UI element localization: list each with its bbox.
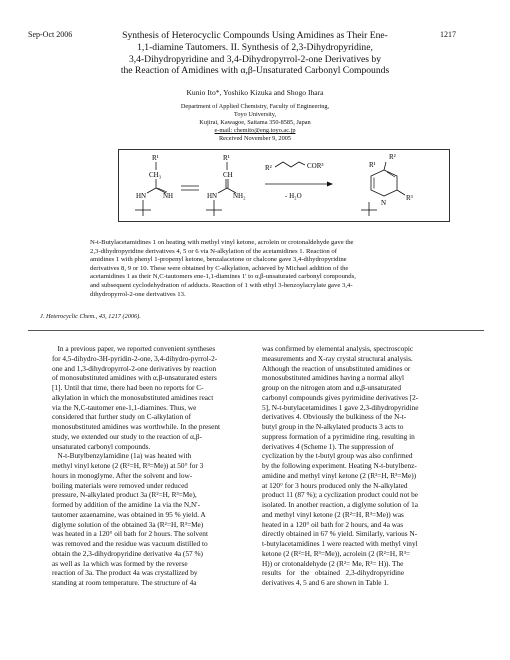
- body-line: pressure, N-alkylated product 3a (R²=H, R³=Me),: [52, 490, 197, 500]
- scheme-label-cor3: COR³: [307, 162, 324, 170]
- scheme-label-nh2: NH₂: [233, 192, 246, 200]
- body-line: alkylation in which the monosubstituted amidines react: [52, 392, 214, 402]
- body-line: isolated. In another reaction, a diglyme solution of 1a: [262, 500, 419, 509]
- body-line: via the N,C-tautomer ene-1,1-diamines. Thus, we: [52, 402, 197, 412]
- page-number: 1217: [440, 30, 456, 39]
- email-line: e-mail: chemito@eng.toyo.ac.jp: [214, 127, 296, 134]
- body-line: directly obtained in 67 % yield. Similarly, various N-: [262, 529, 418, 539]
- affiliation-line: Kujirai, Kawagoe, Saitama 350-8585, Japan: [199, 119, 311, 126]
- body-line: for 4,5-dihydro-3H-pyridin-2-one, 3,4-dihydro-pyrrol-2-: [52, 353, 218, 363]
- body-line: butyl group in the N-alkylated products 3 acts to: [262, 422, 404, 431]
- body-line: measurements and X-ray crystal structural analysis.: [262, 353, 413, 363]
- body-line: product 11 (87 %); a cyclization product could not be: [262, 490, 418, 500]
- body-line: heated in a 120° oil bath for 2 hours, and 4a was: [262, 519, 404, 529]
- body-line: as well as 1a which was formed by the reverse: [52, 558, 188, 568]
- body-line: results for the obtained 2,3-dihydropyridine: [262, 568, 405, 578]
- enediamine-structure: [206, 154, 246, 216]
- scheme-label-r2: R²: [265, 164, 272, 172]
- received-date: Received November 9, 2005: [218, 135, 292, 142]
- body-line: formed by addition of the amidine 1a via the N,N'-: [52, 500, 201, 509]
- body-line: derivatives 4, 5 and 6 are shown in Table 1.: [262, 578, 389, 587]
- body-line: considered that further study on C-alkylation of: [52, 412, 192, 422]
- scheme-label-water: - H₂O: [285, 192, 302, 200]
- scheme-label-ch3: CH₃: [149, 171, 162, 179]
- title-line: the Reaction of Amidines with α,β-Unsaturated Carbonyl Compounds: [120, 65, 390, 77]
- title-line: 3,4-Dihydropyridine and 3,4-Dihydropyrrol-2-one Derivatives by: [128, 53, 382, 65]
- body-line: unsaturated carbonyl compounds.: [52, 441, 151, 451]
- reaction-scheme: [118, 149, 450, 222]
- scheme-label-n: N: [381, 199, 387, 207]
- issue-date: Sep-Oct 2006: [28, 30, 73, 39]
- body-line: one and 1,3-dihydropyrrol-2-one derivatives by reaction: [52, 363, 217, 373]
- dihydropyridine-product: [361, 153, 413, 216]
- scheme-label-r2-product: R²: [389, 153, 396, 161]
- body-line: of monosubstituted amidines with α,β-unsaturated esters: [52, 373, 217, 383]
- abstract: [90, 239, 450, 299]
- scheme-drawing: [119, 150, 449, 221]
- body-line: suppress formation of a pyrimidine ring, resulting in: [262, 431, 415, 441]
- body-line: carbonyl compounds gives pyrimidine derivatives [2-: [262, 392, 419, 402]
- body-line: cyclization by the t-butyl group was also confirmed: [262, 451, 413, 461]
- scheme-label-ch: CH: [223, 171, 233, 179]
- body-line: 5], N-t-butylacetamidines 1 gave 2,3-dihydropyridine: [262, 402, 419, 412]
- body-line: and methyl vinyl ketone (2 (R²=H, R³=Me)) was: [262, 509, 404, 519]
- body-line: H)) or crotonaldehyde (2 (R²= Me, R³= H)). The: [262, 558, 404, 568]
- amidine-structure: [135, 154, 173, 216]
- affiliation-line: Toyo University,: [233, 111, 277, 118]
- body-line: was confirmed by elemental analysis, spectroscopic: [262, 344, 414, 353]
- body-line: [1]. Until that time, there had been no reports for C-: [52, 383, 204, 392]
- author-list: Kunio Ito*, Yoshiko Kizuka and Shogo Ihara: [186, 88, 324, 97]
- body-line: hours in monoglyme. After the solvent and low-: [52, 470, 193, 480]
- abstract-line: 2,3-dihydropyridine derivatives 4, 5 or 6 via N-alkylation of the acetamidines 1. Reaction of: [90, 247, 337, 255]
- abstract-line: derivatives 8, 9 or 10. These were obtained by C-alkylation, achieved by Michael addition of the: [90, 264, 349, 272]
- body-line: reaction of 3a. The product 4a was crystallized by: [52, 568, 198, 578]
- body-line: N-t-Butylbenzylamidine (1a) was heated with: [52, 451, 192, 461]
- body-line: monosubstituted amidines having a normal alkyl: [262, 373, 405, 383]
- body-line: group on the nitrogen atom and α,β-unsaturated: [262, 383, 402, 392]
- body-line: obtain the 2,3-dihydropyridine derivative 4a (57 %): [52, 548, 203, 558]
- paper-title: [70, 30, 440, 77]
- reaction-arrowhead: [327, 182, 333, 187]
- body-line: by the following experiment. Heating N-t-butylbenz-: [262, 461, 417, 470]
- journal-citation: J. Heterocyclic Chem., 43, 1217 (2006).: [40, 313, 141, 320]
- body-line: standing at room temperature. The structure of 4a: [52, 578, 197, 587]
- body-line: derivatives 4. Obviously the bulkiness of the N-t-: [262, 412, 407, 422]
- scheme-label-nh: NH: [163, 192, 174, 200]
- body-column-right: [262, 344, 476, 588]
- body-line: at 120° for 3 hours produced only the N-alkylated: [262, 480, 408, 490]
- enone-reagent: [265, 162, 324, 172]
- abstract-line: N-t-Butylacetamidines 1 on heating with methyl vinyl ketone, acrolein or crotonaldehyde gave the: [90, 239, 354, 246]
- title-line: Synthesis of Heterocyclic Compounds Using Amidines as Their Ene-: [122, 30, 388, 41]
- abstract-line: amidines 1 with phenyl 1-propenyl ketone, benzalacetone or chalcone gave 3,4-dihydropyridine: [90, 256, 347, 264]
- body-line: was removed and the residue was vacuum distilled to: [52, 539, 208, 548]
- body-line: derivatives 4 (Scheme 1). The suppression of: [262, 441, 394, 451]
- body-line: tautomer azaenamine, was obtained in 95 % yield. A: [52, 509, 206, 519]
- affiliation: [60, 103, 450, 143]
- scheme-label-r1-tautomer: R¹: [223, 154, 230, 162]
- body-line: t-butylacetamidines 1 were reacted with methyl vinyl: [262, 539, 418, 548]
- body-line: Although the reaction of unsubstituted amidines or: [262, 363, 411, 373]
- body-line: boiling materials were removed under reduced: [52, 480, 188, 490]
- scheme-label-r1: R¹: [152, 154, 159, 162]
- affiliation-line: Department of Applied Chemistry, Faculty of Engineering,: [180, 103, 330, 110]
- body-line: In a previous paper, we reported convenient syntheses: [52, 344, 216, 353]
- body-line: methyl vinyl ketone (2 (R²=H, R³=Me)) at 50° for 3: [52, 461, 204, 470]
- abstract-line: dihydropyrrol-2-one derivatives 13.: [90, 290, 186, 298]
- body-line: amidine and methyl vinyl ketone (2 (R²=H, R³=Me)): [262, 470, 417, 480]
- scheme-label-r1-product: R¹: [369, 161, 376, 169]
- abstract-line: and subsequent cyclodehydration of adducts. Reaction of 1 with ethyl 3-benzoylacrylate gave 3,4-: [90, 281, 353, 289]
- body-line: diglyme solution of the obtained 3a (R²=H, R³=Me): [52, 519, 204, 529]
- scheme-label-hn: HN: [136, 192, 147, 200]
- body-column-left: [52, 344, 266, 588]
- abstract-line: acetamidines 1 as their N,C-tautomers ene-1,1-diamines 1' to α,β-unsaturated carbonyl compounds,: [90, 273, 356, 281]
- scheme-label-r3-product: R³: [406, 194, 413, 202]
- body-line: was heated in a 120° oil bath for 2 hours. The solvent: [52, 529, 208, 539]
- body-line: monosubstituted amidines was worthwhile. In the present: [52, 422, 221, 431]
- section-divider: [28, 330, 484, 331]
- body-line: study, we extended our study to the reaction of α,β-: [52, 431, 202, 441]
- title-line: 1,1-diamine Tautomers. II. Synthesis of 2,3-Dihydropyridine,: [137, 41, 373, 53]
- body-line: ketone (2 (R²=H, R³=Me)), acrolein (2 (R²=H, R³=: [262, 548, 411, 558]
- scheme-label-hn-tautomer: HN: [207, 192, 218, 200]
